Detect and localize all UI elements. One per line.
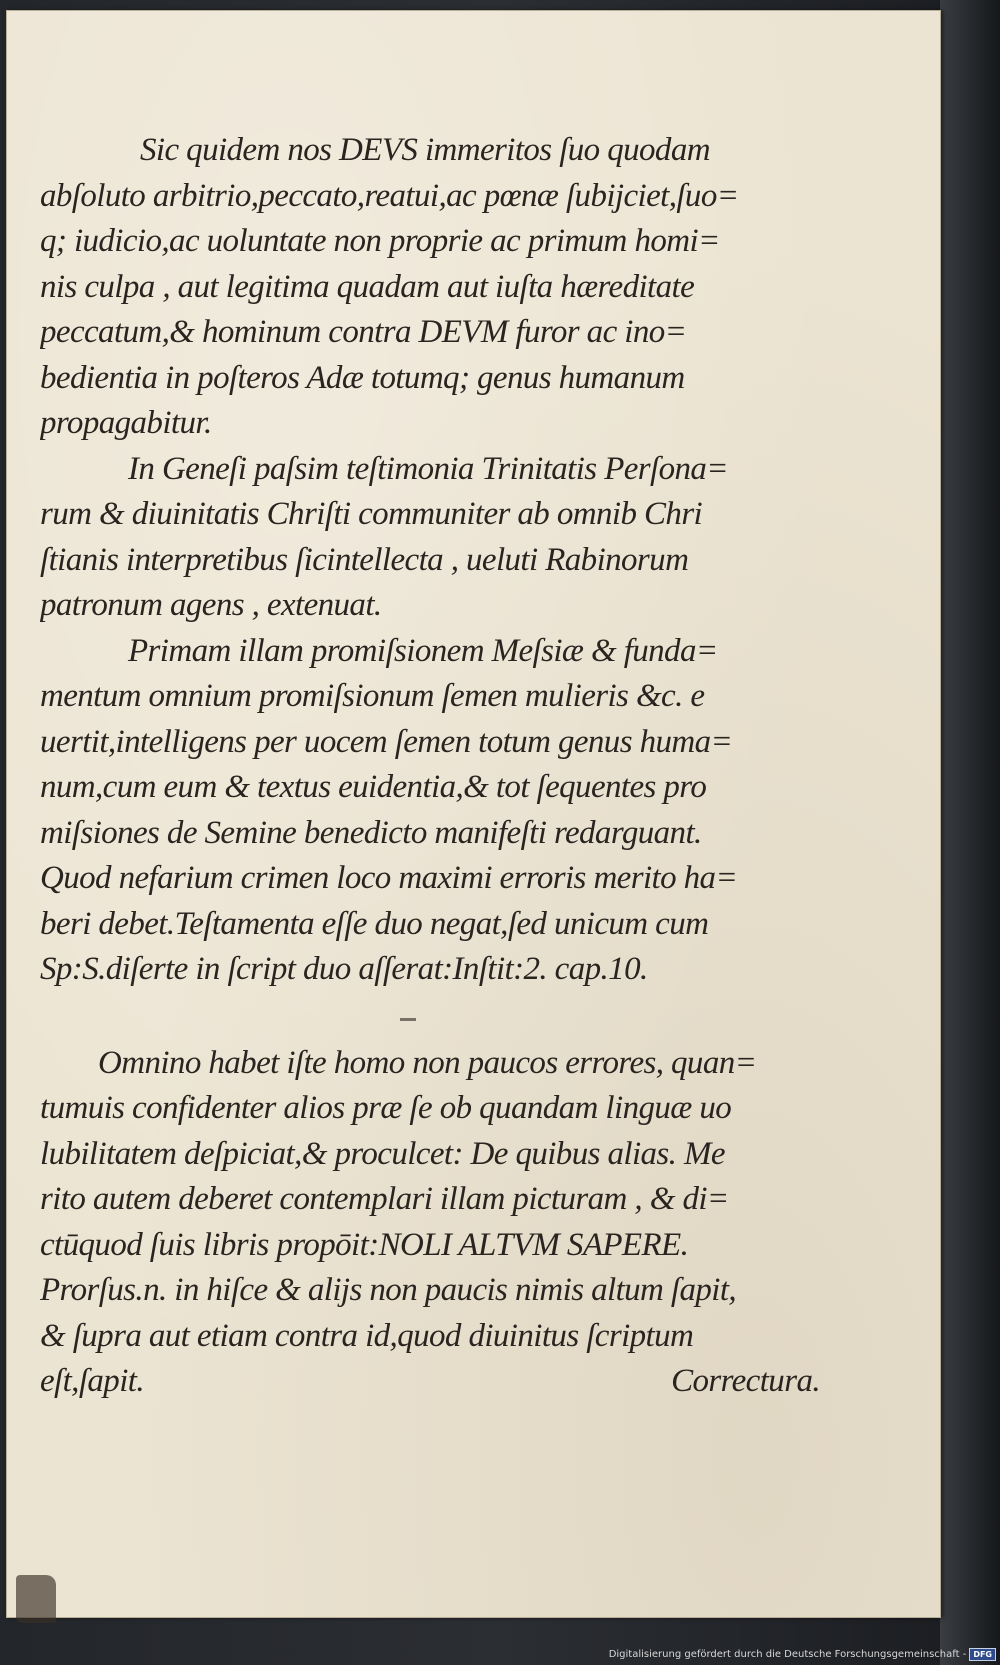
text-line: num,cum eum & textus euidentia,& tot ſequentes pro xyxy=(40,769,707,805)
text-line: rito autem deberet contemplari illam picturam , & di= xyxy=(40,1181,729,1217)
text-line: mentum omnium promiſsionum ſemen mulieris &c. e xyxy=(40,678,705,714)
paragraph-4 xyxy=(40,1041,820,1405)
text-line: nis culpa , aut legitima quadam aut iuſta hæreditate xyxy=(40,268,695,305)
text-line: peccatum,& hominum contra DEVM furor ac ino= xyxy=(40,314,687,350)
text-line: eſt,ſapit. xyxy=(40,1363,144,1399)
text-line: Primam illam promiſsionem Meſsiæ & funda= xyxy=(128,632,718,669)
paragraph-1 xyxy=(40,128,820,447)
text-line: lubilitatem deſpiciat,& proculcet: De quibus alias. Me xyxy=(40,1135,725,1172)
catchword: Correctura. xyxy=(671,1363,820,1399)
text-line: uertit,intelligens per uocem ſemen totum genus huma= xyxy=(40,723,733,760)
digitization-footer xyxy=(609,1648,996,1661)
text-line: & ſupra aut etiam contra id,quod diuinitus ſcriptum xyxy=(40,1317,694,1354)
text-line: abſoluto arbitrio,peccato,reatui,ac pœnæ ſubijciet,ſuo= xyxy=(40,177,739,214)
footer-text: Digitalisierung gefördert durch die Deutsche Forschungsgemeinschaft - xyxy=(608,1649,967,1660)
text-line: Prorſus.n. in hiſce & alijs non paucis nimis altum ſapit, xyxy=(40,1272,737,1308)
section-gap xyxy=(40,993,820,1041)
dfg-logo: DFG xyxy=(969,1648,996,1661)
page-stain xyxy=(16,1575,56,1623)
text-line: ſtianis interpretibus ſicintellecta , ueluti Rabinorum xyxy=(40,541,689,578)
text-line: rum & diuinitatis Chriſti communiter ab omnib Chri xyxy=(40,496,703,532)
book-board-edge xyxy=(940,0,1000,1665)
last-line xyxy=(40,1359,820,1405)
paragraph-3 xyxy=(40,629,820,993)
text-line: ctūquod ſuis libris propōit:NOLI ALTVM SAPERE. xyxy=(40,1226,689,1263)
text-line: patronum agens , extenuat. xyxy=(40,587,382,623)
text-line: Omnino habet iſte homo non paucos errores, quan= xyxy=(98,1044,757,1081)
text-line: bedientia in poſteros Adæ totumq; genus humanum xyxy=(40,359,685,396)
text-line: In Geneſi paſsim teſtimonia Trinitatis Perſona= xyxy=(128,450,728,487)
text-line: Sp:S.diſerte in ſcript duo aſſerat:Inſtit:2. cap.10. xyxy=(40,951,648,987)
page-text xyxy=(40,128,820,1405)
text-line: q; iudicio,ac uoluntate non proprie ac primum homi= xyxy=(40,223,720,259)
text-line: beri debet.Teſtamenta eſſe duo negat,ſed unicum cum xyxy=(40,905,709,942)
paragraph-2 xyxy=(40,447,820,629)
text-line: Quod nefarium crimen loco maximi erroris merito ha= xyxy=(40,860,738,896)
text-line: Sic quidem nos DEVS immeritos ſuo quodam xyxy=(140,132,710,168)
text-line: propagabitur. xyxy=(40,405,212,441)
text-line: miſsiones de Semine benedicto manifeſti redarguant. xyxy=(40,814,702,851)
text-line: tumuis confidenter alios præ ſe ob quandam linguæ uo xyxy=(40,1090,732,1126)
section-divider xyxy=(400,1018,416,1021)
